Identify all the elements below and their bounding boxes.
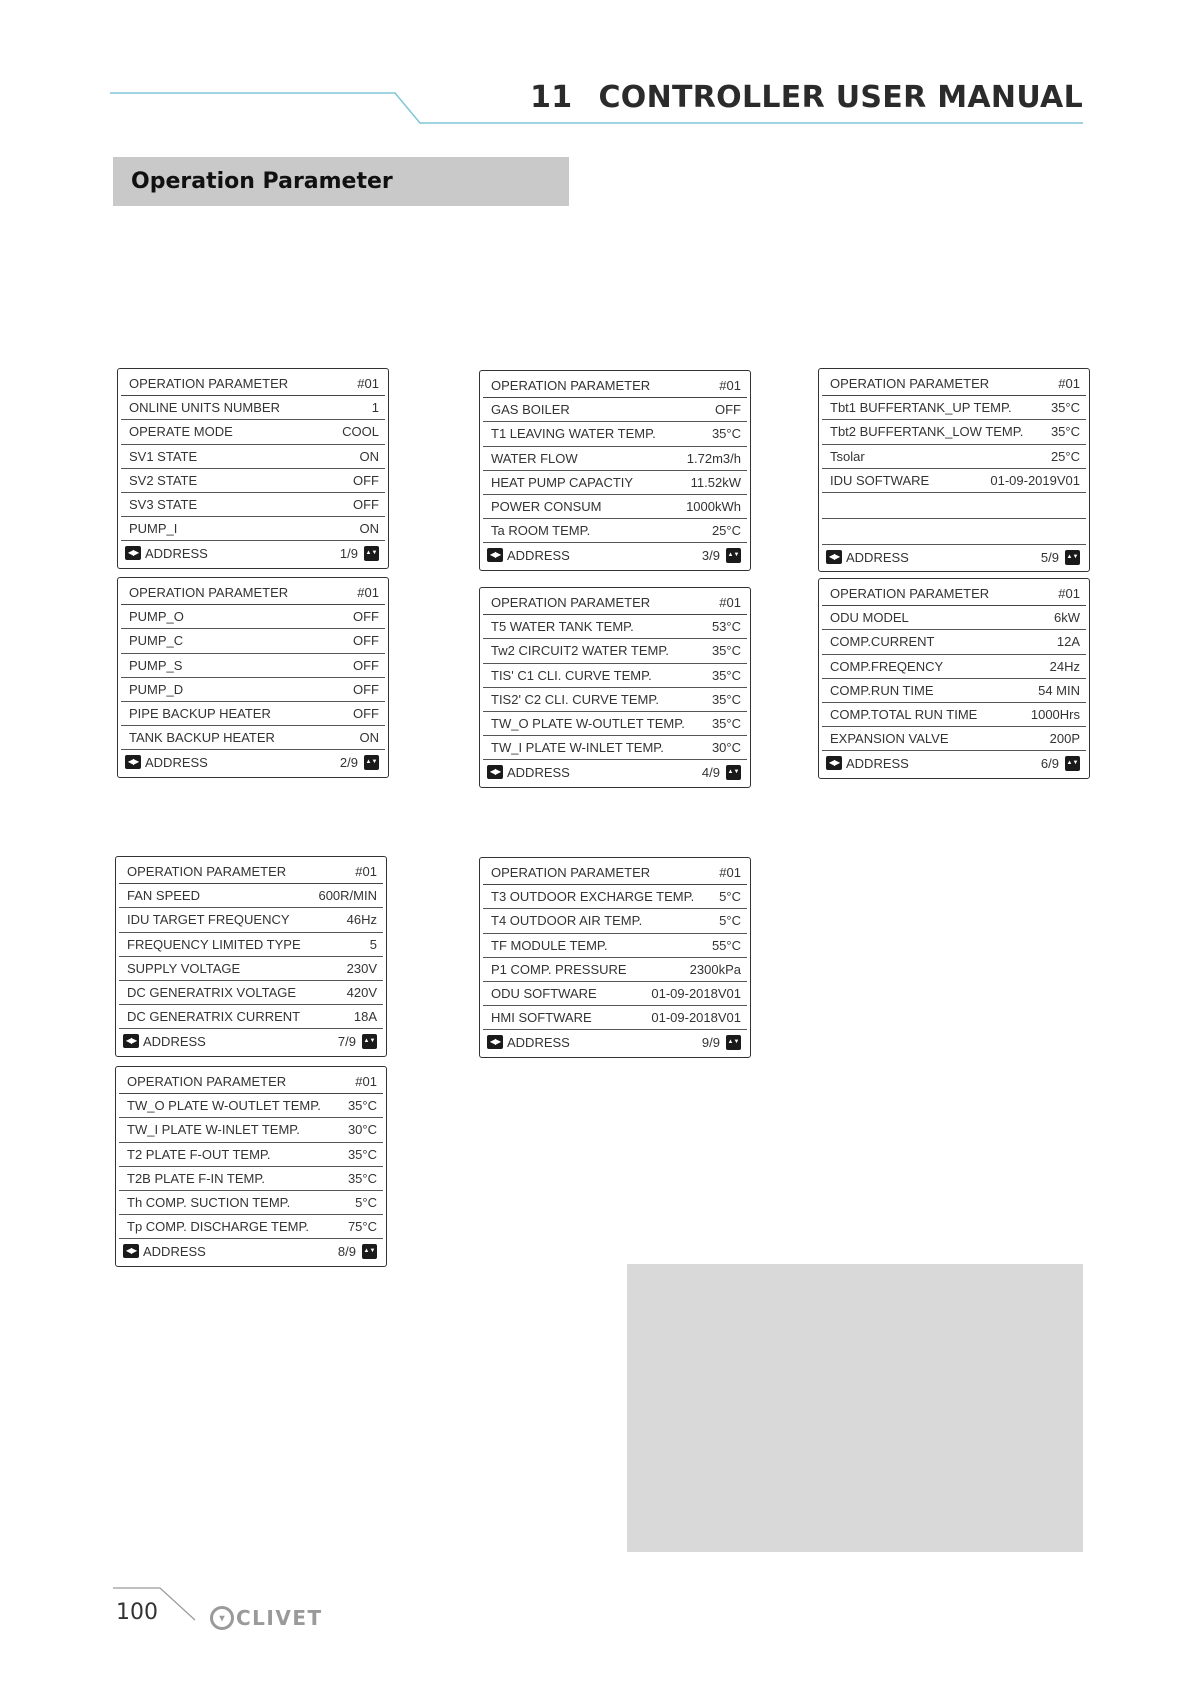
chapter-title: CONTROLLER USER MANUAL — [598, 80, 1083, 115]
parameter-row — [483, 398, 747, 422]
parameter-row — [822, 493, 1086, 519]
parameter-label: PUMP_D — [129, 681, 184, 697]
screen-title: OPERATION PARAMETER — [491, 378, 651, 394]
chapter-number: 11 — [530, 80, 573, 115]
parameter-row — [822, 703, 1086, 727]
page-count: 2/9 — [339, 754, 358, 770]
parameter-value: 35°C — [1050, 424, 1080, 440]
parameter-value: 24Hz — [1049, 658, 1080, 674]
unit-id: #01 — [719, 378, 741, 394]
parameter-row — [483, 664, 747, 688]
parameter-row — [483, 447, 747, 471]
parameter-row — [483, 615, 747, 639]
unit-id: #01 — [355, 1074, 377, 1090]
parameter-row — [121, 396, 385, 420]
parameter-label: COMP.RUN TIME — [830, 682, 934, 698]
parameter-row — [121, 702, 385, 726]
left-right-arrows-icon: ◀▶ — [487, 1035, 503, 1049]
parameter-row — [822, 519, 1086, 545]
screen-footer — [822, 545, 1086, 569]
screen-title: OPERATION PARAMETER — [129, 585, 289, 601]
address-control — [125, 755, 208, 770]
parameter-value: 01-09-2019V01 — [990, 472, 1080, 488]
parameter-row — [119, 981, 383, 1005]
parameter-label: OPERATE MODE — [129, 424, 233, 440]
screen-footer — [483, 760, 747, 784]
parameter-value: 2300kPa — [689, 961, 741, 977]
unit-id: #01 — [1058, 376, 1080, 392]
parameter-value: 01-09-2018V01 — [651, 1010, 741, 1026]
page-indicator — [340, 546, 379, 561]
parameter-value: OFF — [353, 706, 379, 722]
parameter-value: 35°C — [347, 1170, 377, 1186]
parameter-value: 5 — [369, 936, 377, 952]
parameter-row — [822, 396, 1086, 420]
parameter-value: 200P — [1049, 731, 1080, 747]
screen-footer — [121, 541, 385, 565]
parameter-row — [119, 1191, 383, 1215]
parameter-row — [822, 655, 1086, 679]
parameter-row — [822, 469, 1086, 493]
up-down-arrows-icon: ▲▼ — [726, 1035, 741, 1050]
screen-title: OPERATION PARAMETER — [830, 376, 990, 392]
parameter-label: POWER CONSUM — [491, 499, 602, 515]
parameter-label: Th COMP. SUCTION TEMP. — [127, 1195, 291, 1211]
parameter-row — [822, 630, 1086, 654]
parameter-row — [119, 884, 383, 908]
parameter-value: 53°C — [711, 619, 741, 635]
screen-header — [822, 582, 1086, 606]
parameter-label: DC GENERATRIX CURRENT — [127, 1009, 301, 1025]
address-control — [826, 550, 909, 565]
parameter-label: Tsolar — [830, 448, 865, 464]
left-right-arrows-icon: ◀▶ — [487, 765, 503, 779]
parameter-row — [822, 727, 1086, 751]
unit-id: #01 — [357, 376, 379, 392]
screen-title: OPERATION PARAMETER — [491, 595, 651, 611]
address-control — [487, 1035, 570, 1050]
left-right-arrows-icon: ◀▶ — [123, 1244, 139, 1258]
screen-footer — [483, 543, 747, 567]
page-indicator — [338, 1244, 377, 1259]
parameter-value: 5°C — [719, 913, 741, 929]
parameter-label: ONLINE UNITS NUMBER — [129, 400, 280, 416]
screen-header — [483, 861, 747, 885]
parameter-value: 420V — [346, 985, 377, 1001]
parameter-row — [121, 445, 385, 469]
parameter-label: TW_O PLATE W-OUTLET TEMP. — [127, 1098, 321, 1114]
parameter-screen-6 — [818, 578, 1090, 779]
parameter-row — [483, 471, 747, 495]
page-indicator — [702, 1035, 741, 1050]
up-down-arrows-icon: ▲▼ — [362, 1244, 377, 1259]
parameter-row — [822, 679, 1086, 703]
parameter-value: 1000Hrs — [1030, 707, 1080, 723]
parameter-row — [483, 712, 747, 736]
left-right-arrows-icon: ◀▶ — [826, 756, 842, 770]
parameter-label: ODU MODEL — [830, 610, 909, 626]
address-label: ADDRESS — [507, 547, 570, 563]
parameter-value: 11.52kW — [690, 474, 741, 490]
parameter-label: Ta ROOM TEMP. — [491, 523, 591, 539]
unit-id: #01 — [355, 864, 377, 880]
parameter-row — [119, 1094, 383, 1118]
up-down-arrows-icon: ▲▼ — [726, 548, 741, 563]
up-down-arrows-icon: ▲▼ — [364, 755, 379, 770]
parameter-value: 30°C — [711, 740, 741, 756]
parameter-value: ON — [359, 730, 379, 746]
screen-title: OPERATION PARAMETER — [491, 865, 651, 881]
page-indicator — [702, 765, 741, 780]
parameter-row — [483, 736, 747, 760]
parameter-row — [483, 1006, 747, 1030]
page-indicator — [1041, 550, 1080, 565]
parameter-value: 35°C — [711, 691, 741, 707]
parameter-row — [483, 934, 747, 958]
parameter-row — [119, 1118, 383, 1142]
left-right-arrows-icon: ◀▶ — [123, 1034, 139, 1048]
parameter-row — [121, 629, 385, 653]
parameter-label: Tw2 CIRCUIT2 WATER TEMP. — [491, 643, 669, 659]
parameter-row — [822, 420, 1086, 444]
parameter-label: T5 WATER TANK TEMP. — [491, 619, 634, 635]
parameter-row — [119, 957, 383, 981]
screen-title: OPERATION PARAMETER — [129, 376, 289, 392]
parameter-label: FAN SPEED — [127, 888, 200, 904]
parameter-screen-4 — [479, 587, 751, 788]
parameter-label: ODU SOFTWARE — [491, 986, 597, 1002]
parameter-label: SV1 STATE — [129, 448, 198, 464]
parameter-value: 35°C — [711, 667, 741, 683]
parameter-value: 35°C — [711, 716, 741, 732]
parameter-value: 12A — [1056, 634, 1080, 650]
page-number: 100 — [116, 1600, 158, 1625]
parameter-row — [121, 469, 385, 493]
parameter-value: 230V — [346, 960, 377, 976]
parameter-label: TIS2' C2 CLI. CURVE TEMP. — [491, 691, 659, 707]
address-label: ADDRESS — [145, 545, 208, 561]
parameter-value: 25°C — [1050, 448, 1080, 464]
parameter-value: 5°C — [719, 889, 741, 905]
left-right-arrows-icon: ◀▶ — [826, 550, 842, 564]
parameter-label: WATER FLOW — [491, 450, 578, 466]
page-count: 8/9 — [337, 1243, 356, 1259]
parameter-value: OFF — [715, 402, 741, 418]
address-control — [487, 765, 570, 780]
parameter-value: OFF — [353, 657, 379, 673]
parameter-value: 1000kWh — [686, 499, 741, 515]
address-label: ADDRESS — [143, 1033, 206, 1049]
left-right-arrows-icon: ◀▶ — [125, 546, 141, 560]
screen-header — [121, 581, 385, 605]
page-count: 3/9 — [701, 547, 720, 563]
page-count: 6/9 — [1040, 755, 1059, 771]
parameter-row — [119, 933, 383, 957]
address-label: ADDRESS — [846, 755, 909, 771]
page-count: 4/9 — [701, 764, 720, 780]
screen-header — [121, 372, 385, 396]
parameter-screen-7 — [115, 856, 387, 1057]
parameter-row — [483, 982, 747, 1006]
parameter-row — [483, 639, 747, 663]
address-label: ADDRESS — [145, 754, 208, 770]
parameter-value: 35°C — [711, 643, 741, 659]
parameter-label: COMP.TOTAL RUN TIME — [830, 707, 978, 723]
parameter-row — [822, 606, 1086, 630]
page-indicator — [340, 755, 379, 770]
screen-footer — [822, 751, 1086, 775]
address-control — [125, 546, 208, 561]
address-label: ADDRESS — [507, 1034, 570, 1050]
left-right-arrows-icon: ◀▶ — [125, 755, 141, 769]
parameter-value: 5°C — [355, 1195, 377, 1211]
page-indicator — [1041, 756, 1080, 771]
parameter-label: PUMP_I — [129, 521, 178, 537]
unit-id: #01 — [357, 585, 379, 601]
chapter-heading — [530, 80, 1083, 115]
parameter-row — [822, 445, 1086, 469]
screen-title: OPERATION PARAMETER — [127, 864, 287, 880]
grey-note-box — [627, 1264, 1083, 1552]
parameter-label: Tp COMP. DISCHARGE TEMP. — [127, 1219, 310, 1235]
up-down-arrows-icon: ▲▼ — [726, 765, 741, 780]
parameter-value: 35°C — [347, 1146, 377, 1162]
parameter-value: 35°C — [347, 1098, 377, 1114]
unit-id: #01 — [1058, 586, 1080, 602]
parameter-row — [119, 1143, 383, 1167]
parameter-value: OFF — [353, 633, 379, 649]
parameter-row — [121, 654, 385, 678]
parameter-row — [483, 909, 747, 933]
unit-id: #01 — [719, 865, 741, 881]
parameter-label: DC GENERATRIX VOLTAGE — [127, 985, 297, 1001]
parameter-row — [483, 422, 747, 446]
parameter-row — [121, 493, 385, 517]
parameter-label: TW_I PLATE W-INLET TEMP. — [127, 1122, 300, 1138]
parameter-label: PIPE BACKUP HEATER — [129, 706, 271, 722]
parameter-value: 46Hz — [346, 912, 377, 928]
address-control — [123, 1244, 206, 1259]
left-right-arrows-icon: ◀▶ — [487, 548, 503, 562]
parameter-label: T3 OUTDOOR EXCHARGE TEMP. — [491, 889, 695, 905]
screen-footer — [121, 750, 385, 774]
parameter-value: 1 — [371, 400, 379, 416]
section-title-bar — [113, 157, 569, 206]
parameter-label: Tbt1 BUFFERTANK_UP TEMP. — [830, 400, 1012, 416]
parameter-label: HEAT PUMP CAPACTIY — [491, 474, 634, 490]
parameter-value: OFF — [353, 497, 379, 513]
parameter-value: 30°C — [347, 1122, 377, 1138]
header-rule — [0, 0, 1191, 140]
parameter-value: OFF — [353, 681, 379, 697]
page-count: 9/9 — [701, 1034, 720, 1050]
parameter-value: OFF — [353, 472, 379, 488]
screen-footer — [119, 1029, 383, 1053]
clivet-logo-icon: ▾ — [210, 1606, 234, 1630]
parameter-label: T1 LEAVING WATER TEMP. — [491, 426, 656, 442]
parameter-label: TIS' C1 CLI. CURVE TEMP. — [491, 667, 652, 683]
parameter-label: T4 OUTDOOR AIR TEMP. — [491, 913, 643, 929]
address-control — [826, 756, 909, 771]
parameter-value: ON — [359, 521, 379, 537]
parameter-value: COOL — [342, 424, 379, 440]
parameter-value: 35°C — [711, 426, 741, 442]
screen-footer — [119, 1239, 383, 1263]
clivet-logo — [210, 1606, 323, 1630]
page-indicator — [702, 548, 741, 563]
parameter-label: TANK BACKUP HEATER — [129, 730, 275, 746]
parameter-value: 54 MIN — [1038, 682, 1080, 698]
parameter-row — [483, 495, 747, 519]
up-down-arrows-icon: ▲▼ — [362, 1034, 377, 1049]
parameter-label: COMP.CURRENT — [830, 634, 935, 650]
parameter-row — [121, 605, 385, 629]
parameter-label: P1 COMP. PRESSURE — [491, 961, 627, 977]
parameter-row — [119, 1167, 383, 1191]
parameter-row — [121, 420, 385, 444]
parameter-row — [483, 519, 747, 543]
parameter-row — [121, 517, 385, 541]
parameter-row — [119, 908, 383, 932]
parameter-value: 25°C — [711, 523, 741, 539]
up-down-arrows-icon: ▲▼ — [1065, 756, 1080, 771]
address-label: ADDRESS — [846, 549, 909, 565]
clivet-logo-wordmark: CLIVET — [236, 1606, 323, 1630]
screen-title: OPERATION PARAMETER — [127, 1074, 287, 1090]
parameter-label: IDU TARGET FREQUENCY — [127, 912, 290, 928]
parameter-row — [483, 958, 747, 982]
parameter-label: T2B PLATE F-IN TEMP. — [127, 1170, 265, 1186]
parameter-row — [483, 688, 747, 712]
parameter-label: PUMP_O — [129, 609, 184, 625]
screen-header — [119, 1070, 383, 1094]
parameter-label: HMI SOFTWARE — [491, 1010, 592, 1026]
parameter-label: EXPANSION VALVE — [830, 731, 949, 747]
parameter-label: PUMP_C — [129, 633, 184, 649]
parameter-screen-2 — [117, 577, 389, 778]
parameter-label: FREQUENCY LIMITED TYPE — [127, 936, 301, 952]
parameter-label: SV2 STATE — [129, 472, 198, 488]
page-count: 5/9 — [1040, 549, 1059, 565]
parameter-label: SV3 STATE — [129, 497, 198, 513]
parameter-value: 18A — [353, 1009, 377, 1025]
parameter-row — [121, 678, 385, 702]
parameter-value: 35°C — [1050, 400, 1080, 416]
parameter-row — [121, 726, 385, 750]
screen-header — [483, 374, 747, 398]
parameter-label: COMP.FREQENCY — [830, 658, 944, 674]
parameter-value: 01-09-2018V01 — [651, 986, 741, 1002]
parameter-label: TF MODULE TEMP. — [491, 937, 608, 953]
screen-header — [119, 860, 383, 884]
address-control — [123, 1034, 206, 1049]
parameter-label: TW_O PLATE W-OUTLET TEMP. — [491, 716, 685, 732]
parameter-value: 600R/MIN — [318, 888, 377, 904]
parameter-row — [119, 1005, 383, 1029]
parameter-screen-3 — [479, 370, 751, 571]
section-title: Operation Parameter — [131, 169, 393, 194]
parameter-value: OFF — [353, 609, 379, 625]
parameter-label: T2 PLATE F-OUT TEMP. — [127, 1146, 271, 1162]
up-down-arrows-icon: ▲▼ — [1065, 550, 1080, 565]
parameter-value: 1.72m3/h — [686, 450, 741, 466]
page-indicator — [338, 1034, 377, 1049]
parameter-label: Tbt2 BUFFERTANK_LOW TEMP. — [830, 424, 1024, 440]
parameter-row — [119, 1215, 383, 1239]
parameter-value: 6kW — [1054, 610, 1080, 626]
address-label: ADDRESS — [143, 1243, 206, 1259]
up-down-arrows-icon: ▲▼ — [364, 546, 379, 561]
unit-id: #01 — [719, 595, 741, 611]
parameter-label: SUPPLY VOLTAGE — [127, 960, 241, 976]
parameter-screen-8 — [115, 1066, 387, 1267]
screen-title: OPERATION PARAMETER — [830, 586, 990, 602]
parameter-screen-5 — [818, 368, 1090, 572]
parameter-screen-1 — [117, 368, 389, 569]
address-control — [487, 548, 570, 563]
parameter-label: IDU SOFTWARE — [830, 472, 930, 488]
parameter-label: TW_I PLATE W-INLET TEMP. — [491, 740, 664, 756]
parameter-screen-9 — [479, 857, 751, 1058]
screen-footer — [483, 1030, 747, 1054]
parameter-row — [483, 885, 747, 909]
parameter-value: ON — [359, 448, 379, 464]
screen-header — [822, 372, 1086, 396]
parameter-label: GAS BOILER — [491, 402, 570, 418]
parameter-value: 55°C — [711, 937, 741, 953]
page-count: 1/9 — [339, 545, 358, 561]
page-count: 7/9 — [337, 1033, 356, 1049]
parameter-value: 75°C — [347, 1219, 377, 1235]
screen-header — [483, 591, 747, 615]
parameter-label: PUMP_S — [129, 657, 183, 673]
address-label: ADDRESS — [507, 764, 570, 780]
